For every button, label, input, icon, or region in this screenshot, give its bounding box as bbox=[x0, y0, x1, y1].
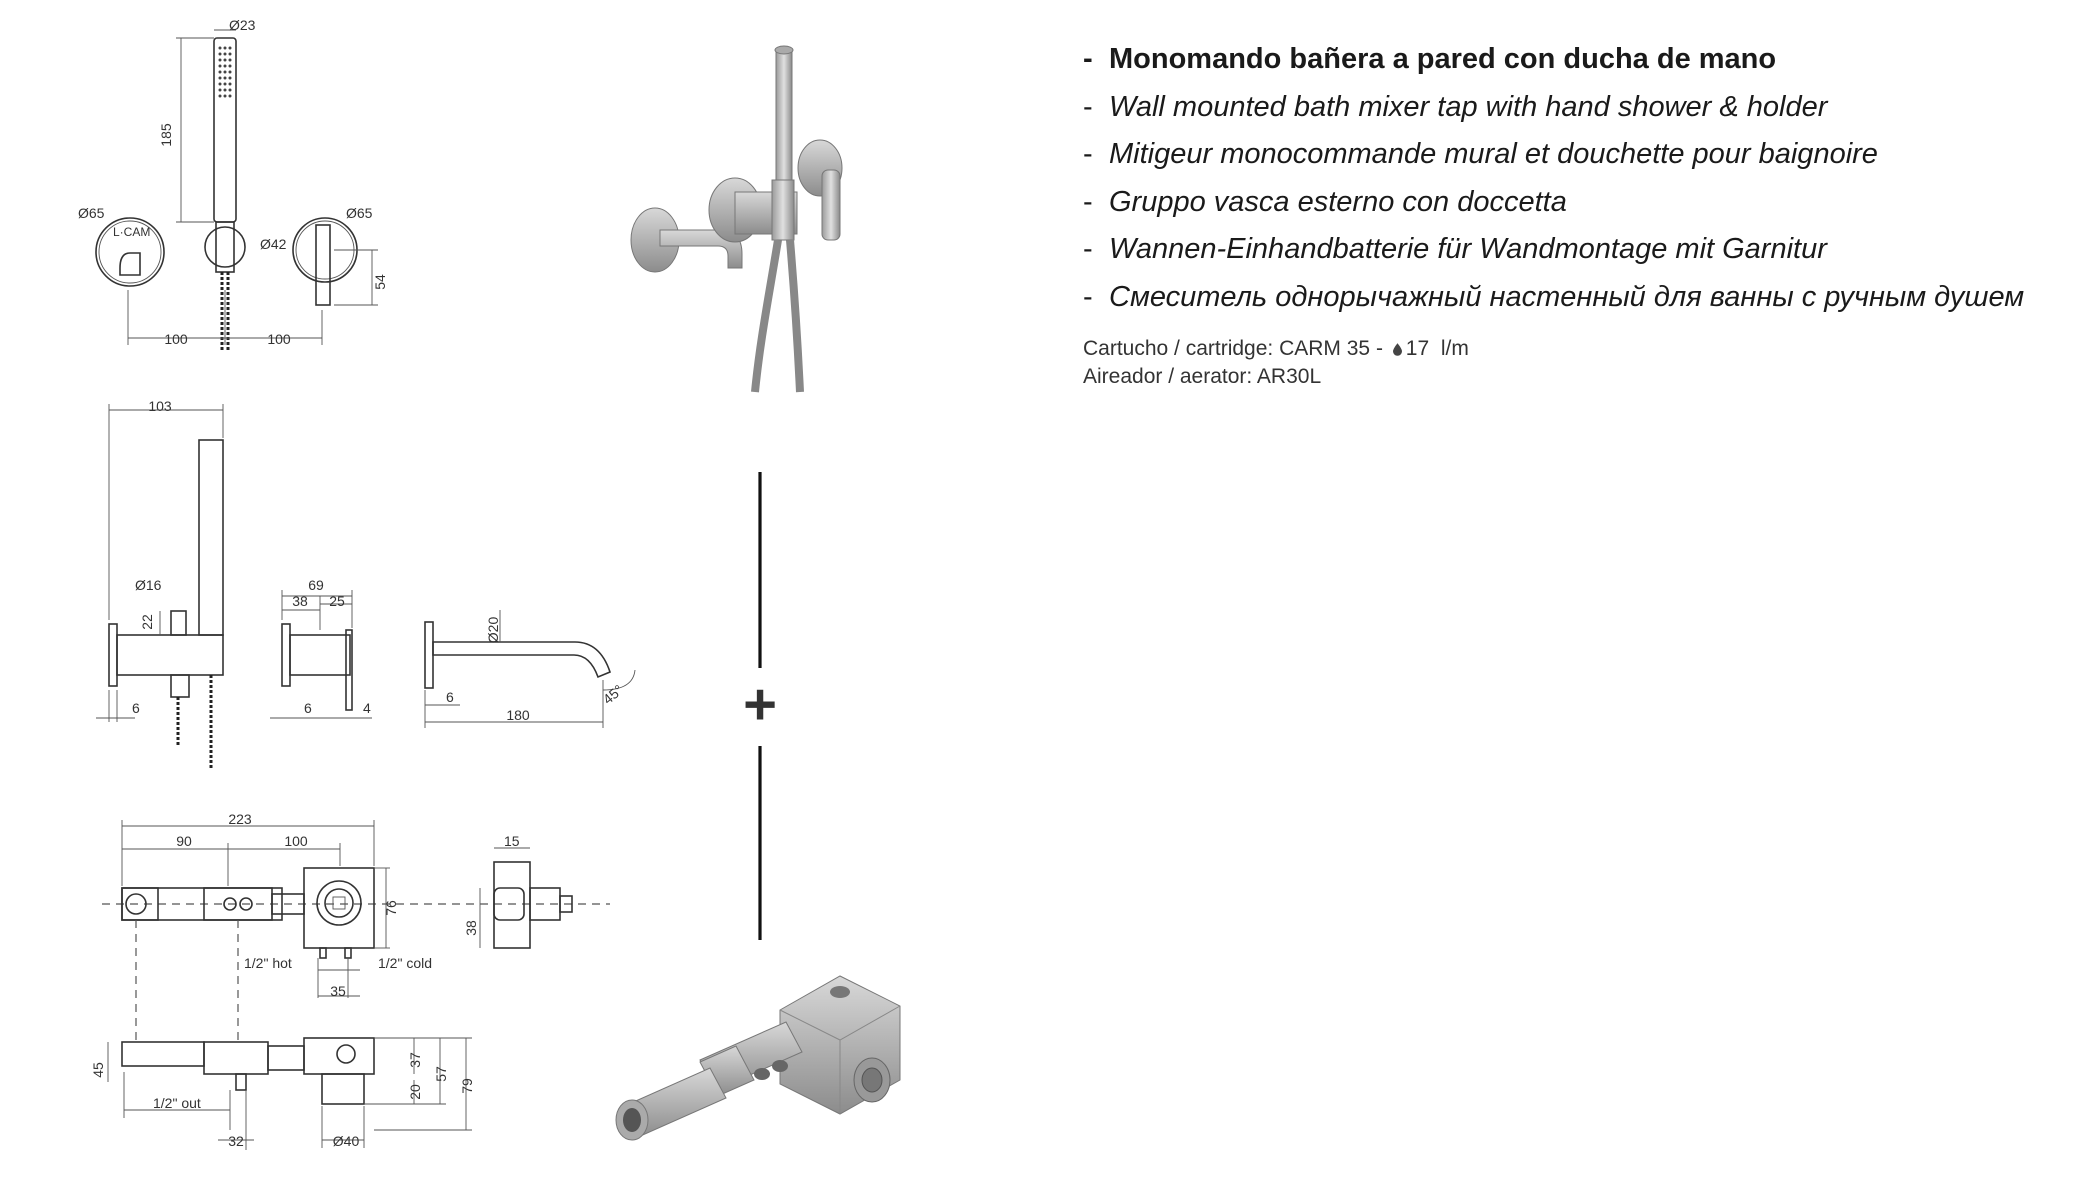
svg-text:15: 15 bbox=[504, 833, 520, 849]
svg-text:Ø40: Ø40 bbox=[332, 1133, 360, 1149]
title-spanish: - Monomando bañera a pared con ducha de mano bbox=[1083, 43, 1777, 75]
svg-text:100: 100 bbox=[267, 331, 291, 347]
svg-text:1/2" out: 1/2" out bbox=[153, 1095, 201, 1111]
svg-text:Ø23: Ø23 bbox=[229, 17, 256, 33]
title-german: - Wannen-Einhandbatterie für Wandmontage mit Garnitur bbox=[1083, 233, 1827, 265]
svg-text:1/2" cold: 1/2" cold bbox=[378, 955, 433, 971]
svg-text:45°: 45° bbox=[599, 681, 627, 708]
svg-text:79: 79 bbox=[459, 1078, 475, 1094]
svg-text:6: 6 bbox=[446, 689, 454, 705]
svg-text:100: 100 bbox=[164, 331, 188, 347]
svg-text:4: 4 bbox=[363, 700, 371, 716]
cartridge-spec: Cartucho / cartridge: CARM 35 - 17 l/m bbox=[1083, 337, 1469, 360]
side-view-drawing bbox=[96, 398, 635, 770]
svg-text:6: 6 bbox=[132, 700, 140, 716]
svg-text:100: 100 bbox=[284, 833, 308, 849]
svg-text:20: 20 bbox=[407, 1084, 423, 1100]
svg-text:54: 54 bbox=[372, 274, 388, 290]
svg-text:180: 180 bbox=[506, 707, 530, 723]
svg-text:22: 22 bbox=[139, 614, 155, 630]
title-russian: - Смеситель однорычажный настенный для ванны с ручным душем bbox=[1083, 280, 2025, 313]
tap-product-image bbox=[631, 46, 842, 392]
svg-text:Ø42: Ø42 bbox=[260, 236, 287, 252]
svg-text:35: 35 bbox=[330, 983, 346, 999]
front-view-drawing bbox=[78, 17, 388, 352]
svg-text:1/2" hot: 1/2" hot bbox=[244, 955, 292, 971]
svg-text:37: 37 bbox=[407, 1052, 423, 1068]
svg-text:6: 6 bbox=[304, 700, 312, 716]
title-english: - Wall mounted bath mixer tap with hand shower & holder bbox=[1083, 90, 1828, 123]
product-info-panel bbox=[1083, 36, 2083, 391]
svg-text:Ø16: Ø16 bbox=[135, 577, 162, 593]
svg-text:25: 25 bbox=[329, 593, 345, 609]
svg-text:Ø20: Ø20 bbox=[485, 616, 501, 644]
water-drop-icon bbox=[1393, 343, 1402, 356]
box-front-view-drawing bbox=[90, 1038, 475, 1150]
svg-text:103: 103 bbox=[148, 398, 172, 414]
title-french: - Mitigeur monocommande mural et douchette pour baignoire bbox=[1083, 138, 1878, 170]
svg-text:L·CAM: L·CAM bbox=[113, 225, 151, 239]
svg-text:32: 32 bbox=[228, 1133, 244, 1149]
title-italian: - Gruppo vasca esterno con doccetta bbox=[1083, 185, 1567, 218]
svg-text:90: 90 bbox=[176, 833, 192, 849]
svg-text:76: 76 bbox=[383, 900, 399, 916]
aerator-spec: Aireador / aerator: AR30L bbox=[1083, 365, 1322, 388]
product-specs bbox=[1083, 335, 2083, 391]
svg-text:Ø65: Ø65 bbox=[78, 205, 105, 221]
svg-text:38: 38 bbox=[463, 920, 479, 936]
box-product-image bbox=[616, 976, 900, 1140]
product-title-list bbox=[1083, 36, 2083, 321]
svg-text:223: 223 bbox=[228, 811, 252, 827]
plus-separator bbox=[743, 472, 777, 940]
box-top-view-drawing bbox=[102, 811, 610, 1040]
svg-text:57: 57 bbox=[433, 1066, 449, 1082]
svg-text:Ø65: Ø65 bbox=[346, 205, 373, 221]
svg-text:45: 45 bbox=[90, 1062, 106, 1078]
svg-text:185: 185 bbox=[158, 123, 174, 147]
svg-text:38: 38 bbox=[292, 593, 308, 609]
svg-text:69: 69 bbox=[308, 577, 324, 593]
svg-text:+: + bbox=[743, 672, 777, 737]
